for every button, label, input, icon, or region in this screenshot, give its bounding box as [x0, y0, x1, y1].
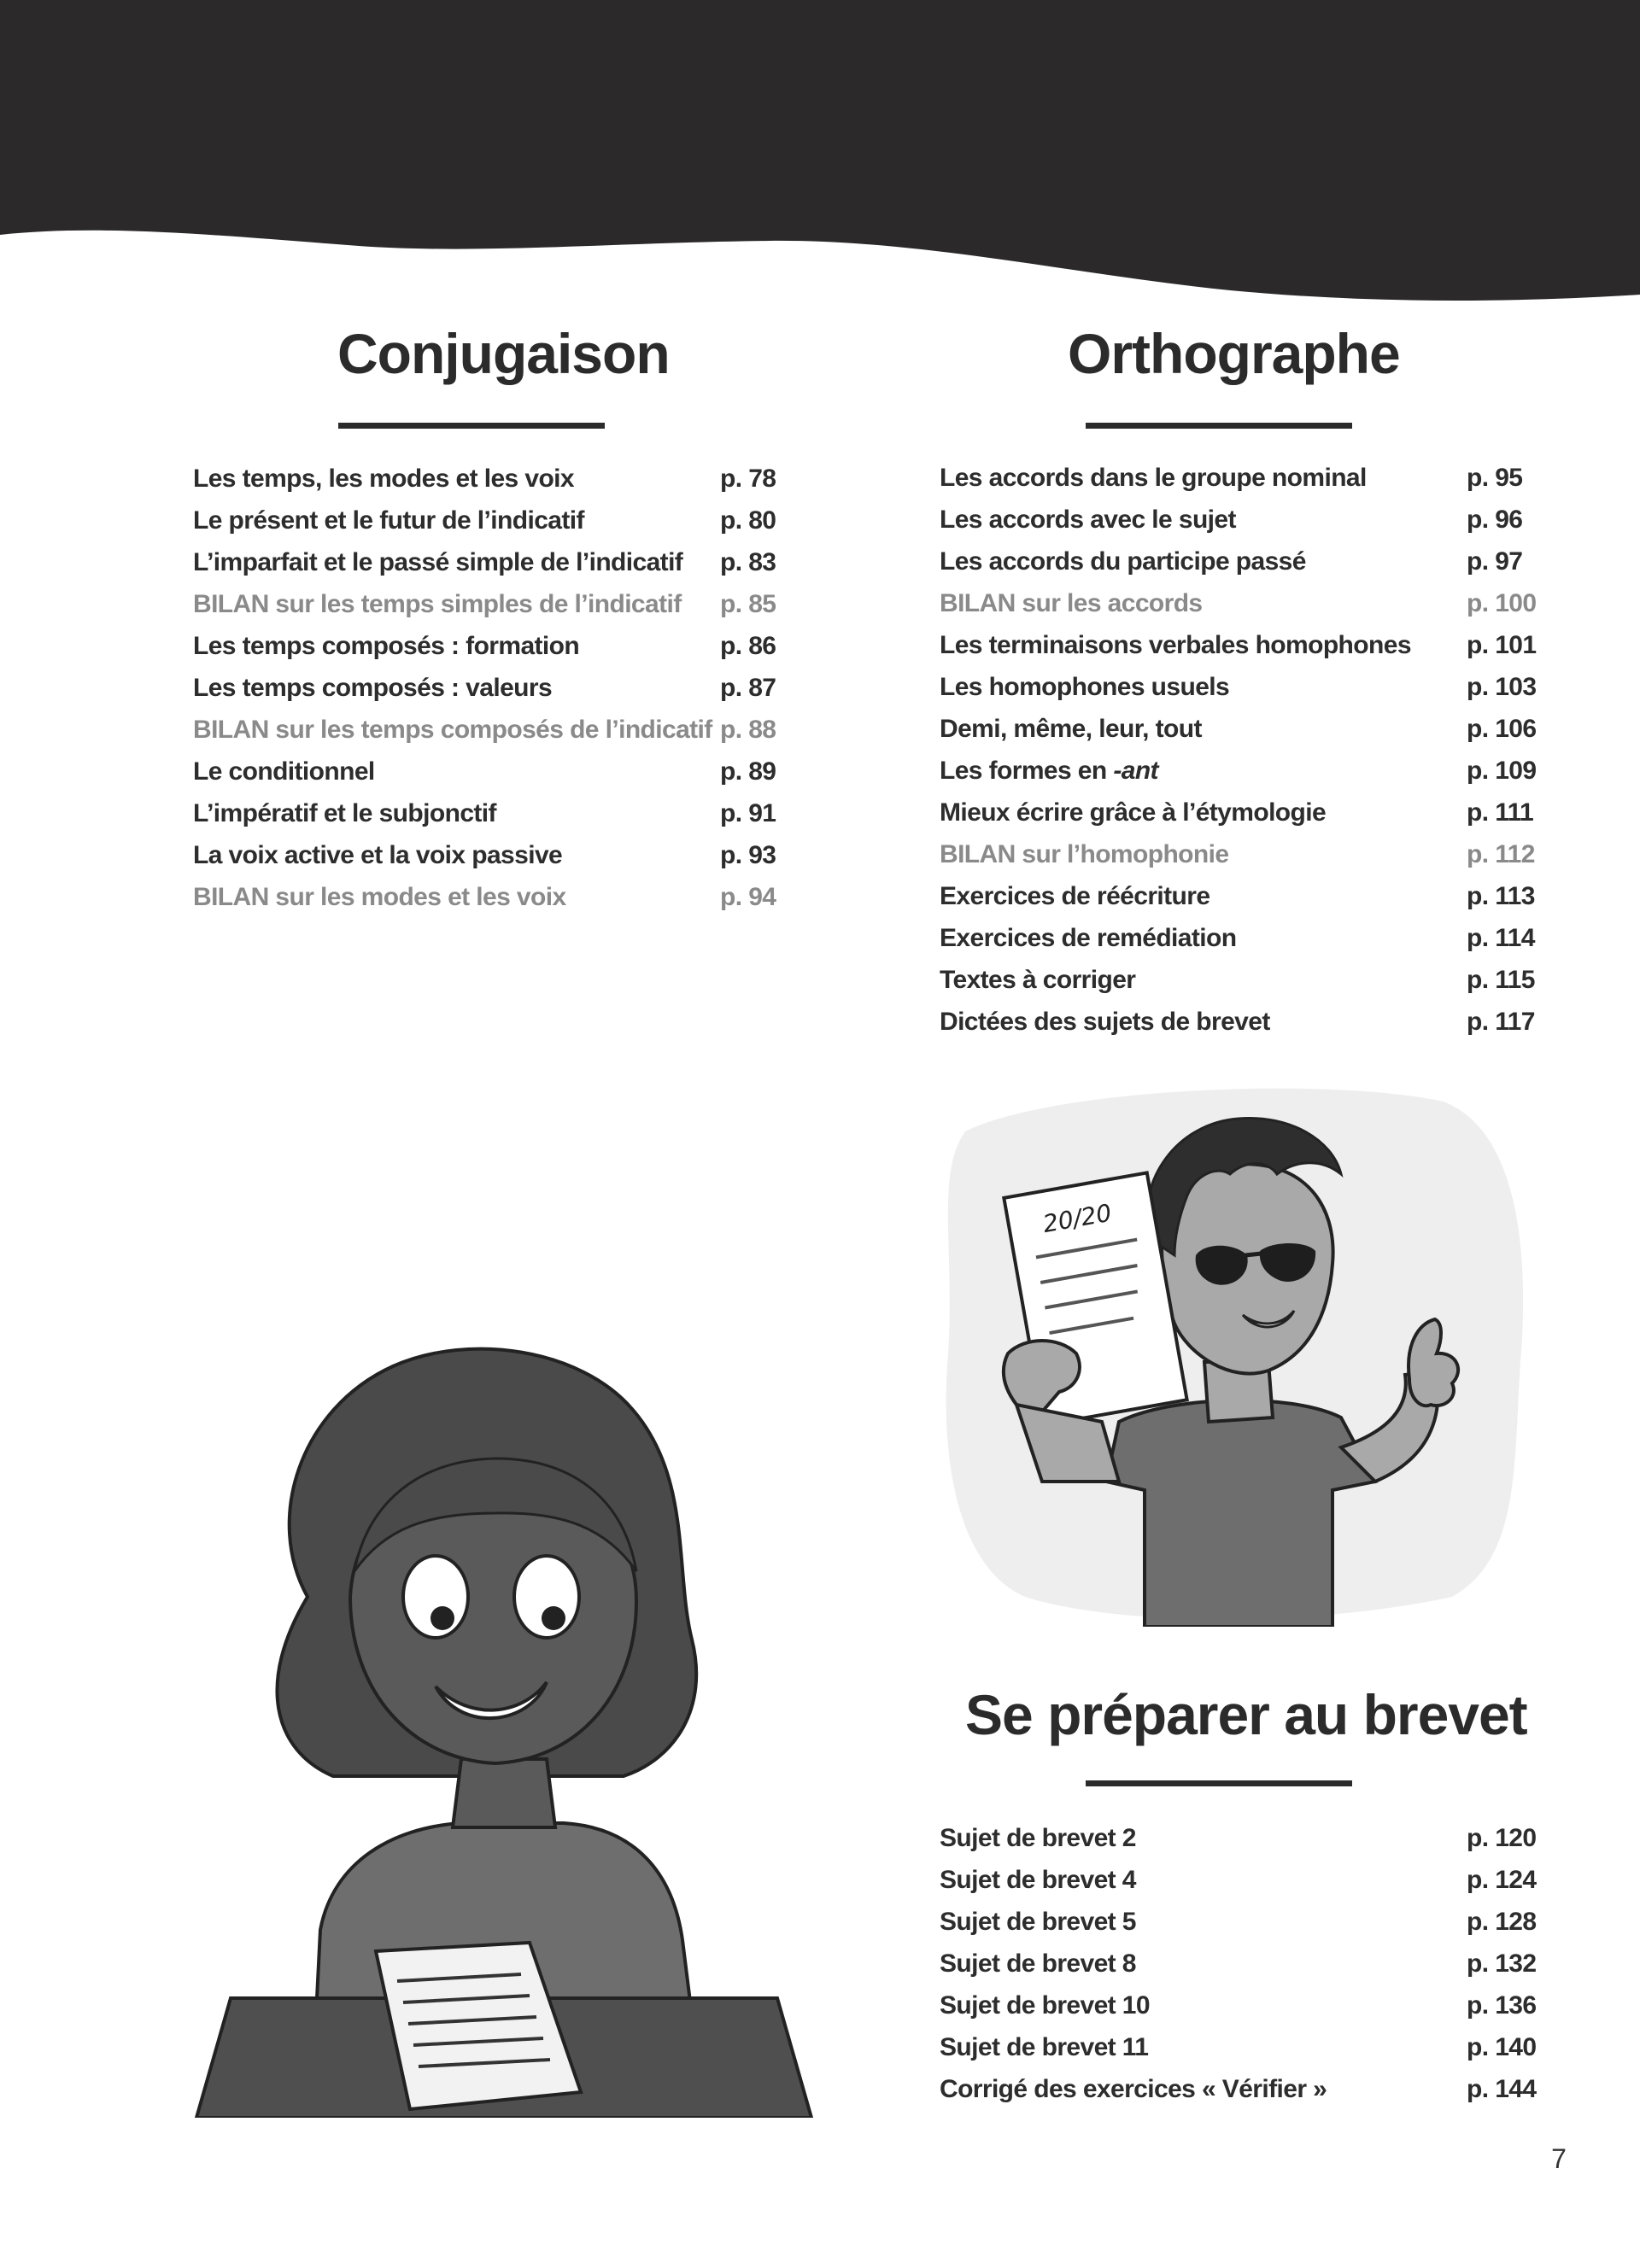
- toc-row: [940, 1984, 1538, 2026]
- toc-entry-label: BILAN sur les temps composés de l’indicatif: [193, 716, 712, 744]
- toc-row: [940, 875, 1538, 917]
- toc-row: [940, 2026, 1538, 2068]
- toc-row: [940, 959, 1538, 1001]
- toc-row: [193, 667, 774, 709]
- toc-entry-label: Exercices de remédiation: [940, 924, 1237, 952]
- toc-entry-page: p. 117: [1467, 1008, 1535, 1036]
- toc-entry-page: p. 83: [720, 548, 776, 576]
- toc-entry-page: p. 144: [1467, 2075, 1537, 2103]
- toc-row: [193, 792, 774, 834]
- toc-row: [940, 541, 1538, 582]
- toc-entry-label: Les accords du participe passé: [940, 547, 1306, 576]
- toc-entry-page: p. 95: [1467, 464, 1523, 492]
- toc-entry-page: p. 115: [1467, 966, 1535, 994]
- toc-entry-page: p. 88: [720, 716, 776, 744]
- toc-entry-page: p. 93: [720, 841, 776, 869]
- toc-row: [940, 917, 1538, 959]
- toc-entry-label: Sujet de brevet 5: [940, 1908, 1136, 1936]
- toc-entry-label: Sujet de brevet 10: [940, 1991, 1150, 2020]
- toc-entry-page: p. 96: [1467, 506, 1523, 534]
- toc-entry-label: Sujet de brevet 8: [940, 1949, 1136, 1978]
- toc-entry-label: Les accords dans le groupe nominal: [940, 464, 1367, 492]
- section-title-conjugaison: Conjugaison: [337, 322, 670, 385]
- toc-row: [193, 876, 774, 918]
- toc-entry-label: Sujet de brevet 2: [940, 1824, 1136, 1852]
- toc-entry-page: p. 78: [720, 465, 776, 493]
- toc-entry-page: p. 124: [1467, 1866, 1537, 1894]
- toc-row: [940, 792, 1538, 833]
- toc-row: [193, 541, 774, 583]
- toc-entry-label: Les temps composés : valeurs: [193, 674, 553, 702]
- toc-entry-page: p. 120: [1467, 1824, 1537, 1852]
- toc-entry-page: p. 94: [720, 883, 776, 911]
- toc-entry-label: Sujet de brevet 11: [940, 2033, 1149, 2061]
- section-title-orthographe: Orthographe: [1068, 322, 1400, 385]
- toc-row: [940, 1001, 1538, 1043]
- toc-entry-label: Les temps, les modes et les voix: [193, 465, 575, 493]
- toc-entry-page: p. 114: [1467, 924, 1535, 952]
- toc-entry-page: p. 136: [1467, 1991, 1537, 2020]
- toc-entry-label: Le conditionnel: [193, 757, 375, 786]
- toc-row: [193, 751, 774, 792]
- toc-entry-label: Mieux écrire grâce à l’étymologie: [940, 798, 1327, 827]
- toc-entry-label: Le présent et le futur de l’indicatif: [193, 506, 584, 535]
- toc-row: [940, 499, 1538, 541]
- toc-entry-page: p. 128: [1467, 1908, 1537, 1936]
- toc-row: [193, 625, 774, 667]
- toc-entry-page: p. 132: [1467, 1949, 1537, 1978]
- toc-row: [940, 1817, 1538, 1859]
- toc-entry-page: p. 87: [720, 674, 776, 702]
- toc-entry-page: p. 85: [720, 590, 776, 618]
- toc-row: [940, 750, 1538, 792]
- toc-row: [940, 1943, 1538, 1984]
- toc-entry-label: BILAN sur les temps simples de l’indicatif: [193, 590, 682, 618]
- section-title-brevet: Se préparer au brevet: [965, 1683, 1527, 1746]
- top-banner: [0, 0, 1640, 324]
- toc-entry-label: L’impératif et le subjonctif: [193, 799, 496, 827]
- toc-entry-label: La voix active et la voix passive: [193, 841, 563, 869]
- toc-entry-label: Sujet de brevet 4: [940, 1866, 1136, 1894]
- toc-entry-page: p. 101: [1467, 631, 1537, 659]
- toc-entry-page: p. 91: [720, 799, 776, 827]
- toc-entry-label: BILAN sur les accords: [940, 589, 1203, 617]
- toc-entry-label: Les terminaisons verbales homophones: [940, 631, 1411, 659]
- toc-entry-label: Les homophones usuels: [940, 673, 1230, 701]
- toc-row: [940, 833, 1538, 875]
- toc-row: [940, 666, 1538, 708]
- toc-entry-page: p. 140: [1467, 2033, 1537, 2061]
- toc-entry-label: Les formes en -ant: [940, 757, 1158, 785]
- toc-entry-page: p. 111: [1467, 798, 1534, 827]
- toc-entry-label: Les accords avec le sujet: [940, 506, 1236, 534]
- toc-entry-page: p. 100: [1467, 589, 1537, 617]
- toc-row: [193, 834, 774, 876]
- toc-list-orthographe: [940, 457, 1538, 1043]
- page-number: 7: [1551, 2143, 1567, 2174]
- toc-entry-label: BILAN sur les modes et les voix: [193, 883, 566, 911]
- toc-row: [940, 2068, 1538, 2110]
- toc-entry-label: L’imparfait et le passé simple de l’indicatif: [193, 548, 683, 576]
- title-rule: [1086, 423, 1352, 429]
- toc-list-conjugaison: [193, 458, 774, 918]
- toc-entry-page: p. 109: [1467, 757, 1537, 785]
- title-rule: [338, 423, 605, 429]
- toc-entry-page: p. 106: [1467, 715, 1537, 743]
- toc-row: [940, 1859, 1538, 1901]
- toc-entry-page: p. 89: [720, 757, 776, 786]
- toc-list-brevet: [940, 1817, 1538, 2110]
- toc-row: [940, 457, 1538, 499]
- toc-entry-page: p. 112: [1467, 840, 1535, 868]
- toc-row: [940, 708, 1538, 750]
- toc-row: [193, 583, 774, 625]
- toc-entry-label: Dictées des sujets de brevet: [940, 1008, 1270, 1036]
- toc-entry-label: Demi, même, leur, tout: [940, 715, 1202, 743]
- toc-row: [940, 582, 1538, 624]
- toc-row: [940, 624, 1538, 666]
- toc-row: [193, 500, 774, 541]
- toc-entry-label: Les temps composés : formation: [193, 632, 580, 660]
- grade-text: 20/20: [1040, 1198, 1114, 1239]
- toc-entry-page: p. 103: [1467, 673, 1537, 701]
- toc-entry-label: Corrigé des exercices « Vérifier »: [940, 2075, 1327, 2103]
- toc-entry-page: p. 86: [720, 632, 776, 660]
- toc-entry-label: Exercices de réécriture: [940, 882, 1210, 910]
- toc-entry-page: p. 97: [1467, 547, 1523, 576]
- toc-row: [193, 709, 774, 751]
- toc-entry-page: p. 80: [720, 506, 776, 535]
- toc-row: [193, 458, 774, 500]
- toc-entry-page: p. 113: [1467, 882, 1535, 910]
- toc-row: [940, 1901, 1538, 1943]
- girl-illustration: [179, 1315, 829, 2118]
- boy-illustration: [931, 1080, 1529, 1627]
- toc-entry-label: Textes à corriger: [940, 966, 1136, 994]
- toc-entry-label: BILAN sur l’homophonie: [940, 840, 1229, 868]
- title-rule: [1086, 1780, 1352, 1786]
